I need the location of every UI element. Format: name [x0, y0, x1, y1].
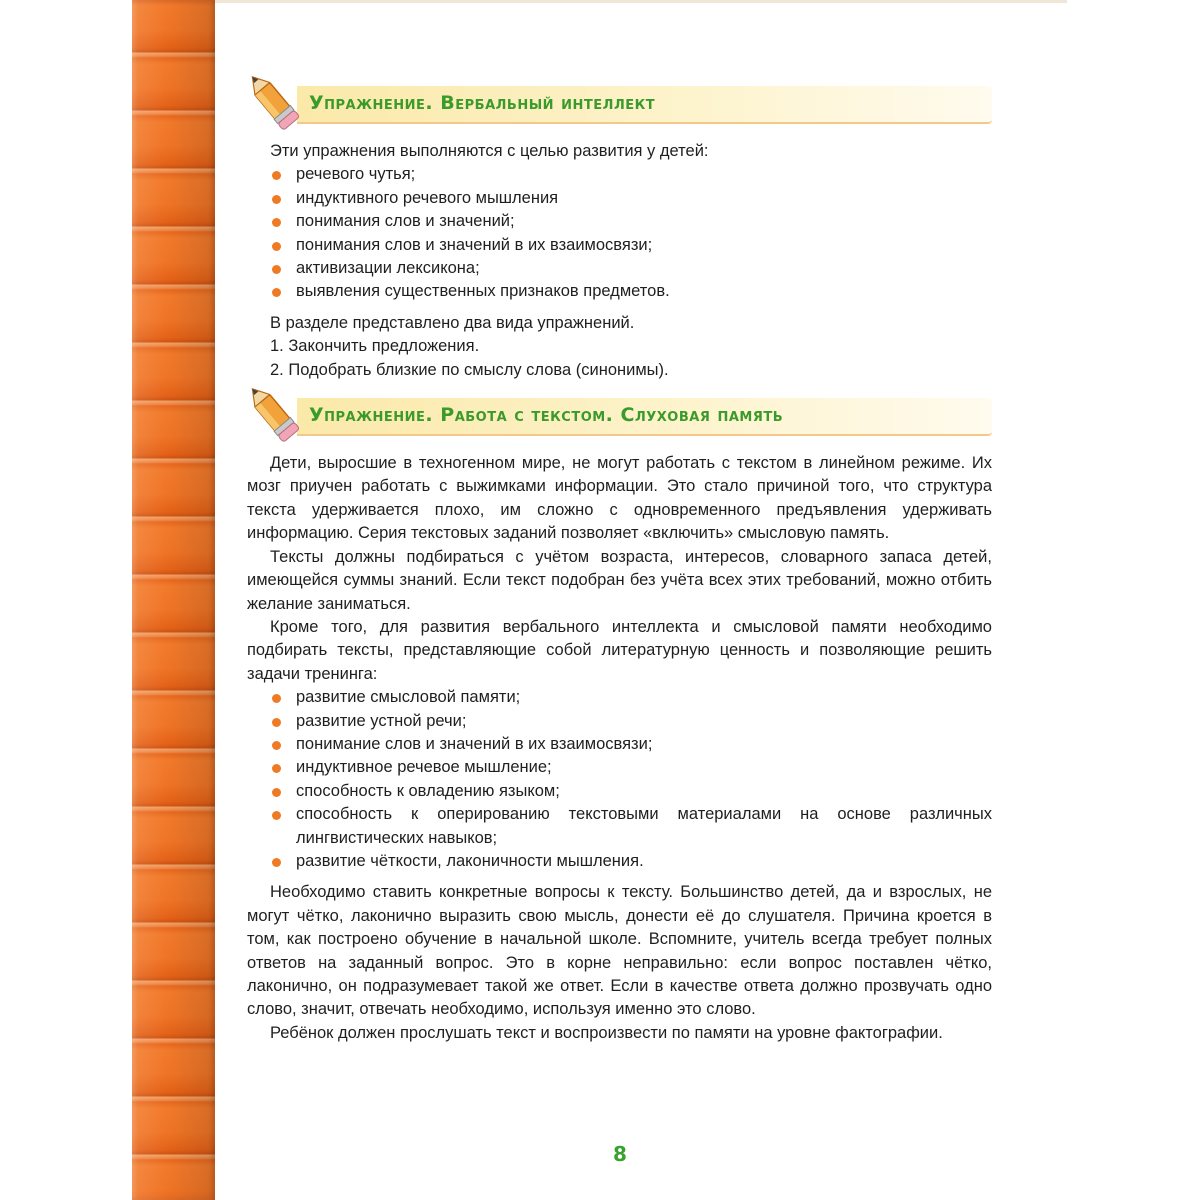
intro-text: Эти упражнения выполняются с целью развития у детей:: [270, 142, 709, 160]
paragraph: Необходимо ставить конкретные вопросы к тексту. Большинство детей, да и взрослых, не могут чётко, лаконично выразить свою мысль, донести её до слушателя. Причина кроется в том, как построено обучение в начальной школе. Вспомните, учитель всегда требует полных ответов на заданный вопрос. Это в корне неправильно: если вопрос поставлен чётко, лаконично, он подразумевает такой же ответ. Если в качестве ответа должно прозвучать одно слово, значит, отвечать необходимо, используя именно это слово.: [247, 883, 992, 1019]
section-heading-text-work: [247, 394, 992, 438]
list-item: индуктивное речевое мышление;: [272, 756, 992, 779]
list-item: развитие смысловой памяти;: [272, 686, 992, 709]
list-item: развитие устной речи;: [272, 710, 992, 733]
list-item: активизации лексикона;: [272, 257, 992, 280]
paragraph: Дети, выросшие в техногенном мире, не могут работать с текстом в линейном режиме. Их мозг приучен работать с выжимками информации. Это стало причиной того, что структура текста удерживается плохо, им сложно с одновременного предъявления удерживать информацию. Серия текстовых заданий позволяет «включить» смысловую память.: [247, 454, 992, 543]
bullet-list: [247, 163, 992, 303]
section-body-verbal-intellect: [247, 140, 992, 382]
types-intro-text: В разделе представлено два вида упражнений.: [270, 313, 635, 332]
list-item: понимание слов и значений в их взаимосвязи;: [272, 733, 992, 756]
list-item: способность к оперированию текстовыми материалами на основе различных лингвистических навыков;: [272, 803, 992, 850]
paragraph: Кроме того, для развития вербального интеллекта и смысловой памяти необходимо подбирать тексты, представляющие собой литературную ценность и позволяющие решить задачи тренинга:: [247, 617, 992, 683]
numbered-item: 2. Подобрать близкие по смыслу слова (синонимы).: [270, 360, 669, 379]
list-item: способность к овладению языком;: [272, 780, 992, 803]
list-item: индуктивного речевого мышления: [272, 187, 992, 210]
bullet-list: [247, 686, 992, 873]
numbered-item: 1. Закончить предложения.: [270, 337, 480, 356]
list-item: речевого чутья;: [272, 163, 992, 186]
section-title: Упражнение. Вербальный интеллект: [309, 92, 656, 114]
pencil-icon: [247, 76, 305, 134]
section-title: Упражнение. Работа с текстом. Слуховая память: [309, 404, 784, 427]
pencil-icon: [247, 388, 305, 446]
decorative-brick-strip: [132, 0, 215, 1200]
list-item: выявления существенных признаков предметов.: [272, 280, 992, 303]
section-heading-verbal-intellect: [247, 82, 992, 126]
list-item: понимания слов и значений в их взаимосвязи;: [272, 234, 992, 257]
paragraph: Ребёнок должен прослушать текст и воспроизвести по памяти на уровне фактографии.: [270, 1023, 943, 1042]
list-item: развитие чёткости, лаконичности мышления.: [272, 850, 992, 873]
page-number: 8: [613, 1142, 627, 1166]
section-body-text-work: [247, 452, 992, 1045]
paragraph: Тексты должны подбираться с учётом возраста, интересов, словарного запаса детей, имеющейся суммы знаний. Если текст подобран без учёта всех этих требований, можно отбить желание заниматься.: [247, 547, 992, 613]
top-divider: [215, 0, 1067, 3]
list-item: понимания слов и значений;: [272, 210, 992, 233]
page-content: [247, 82, 992, 1045]
